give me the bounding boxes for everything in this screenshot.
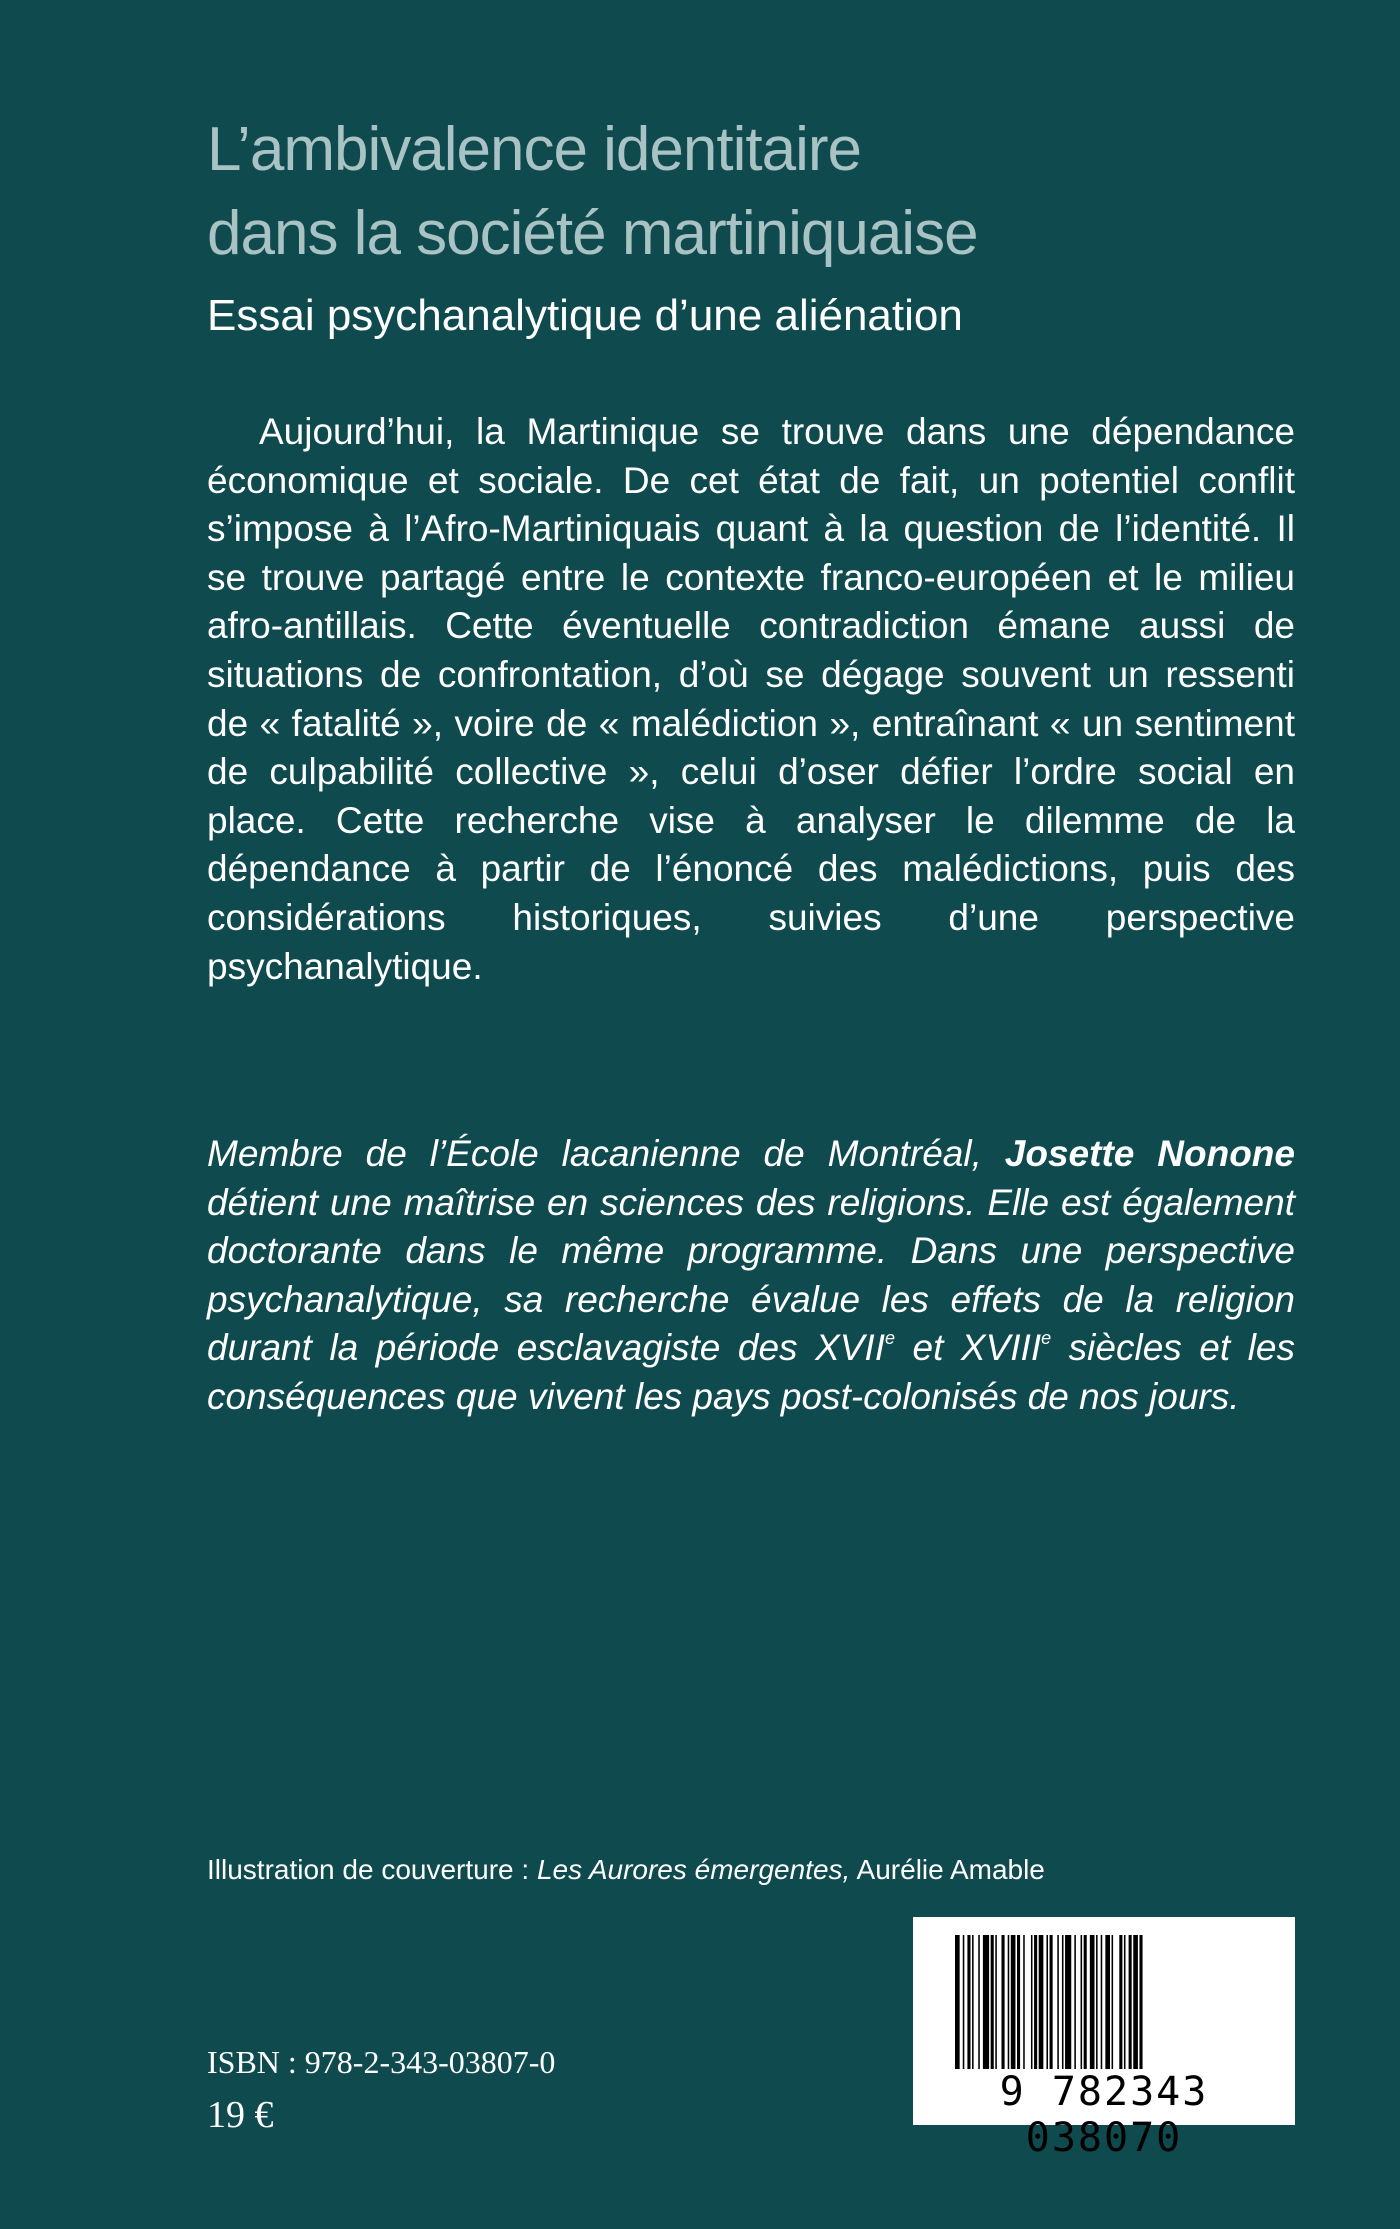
book-title-line-2: dans la société martiniquaise <box>207 199 978 268</box>
book-title <box>207 108 1307 276</box>
book-subtitle: Essai psychanalytique d’une aliénation <box>207 291 963 340</box>
price-label: 19 € <box>207 2094 274 2136</box>
author-bio <box>207 1130 1295 1422</box>
bio-text-2: détient une maîtrise en sciences des religions. Elle est également doctorante dans le même programme. Dans une perspective psychanalytique, sa recherche évalue les effets de la religion durant la période esclavagiste des XVII <box>207 1181 1295 1369</box>
summary-paragraph: Aujourd’hui, la Martinique se trouve dans une dépendance économique et sociale. De cet état de fait, un potentiel conflit s’impose à l’Afro-Martiniquais quant à la question de l’identité. Il se trouve partagé entre le contexte franco-européen et le milieu afro-antillais. Cette éventuelle contradiction émane aussi de situations de confrontation, d’où se dégage souvent un ressenti de « fatalité », voire de « malédiction », entraînant « un sentiment de culpabilité collective », celui d’oser défier l’ordre social en place. Cette recherche vise à analyser le dilemme de la dépendance à partir de l’énoncé des malédictions, puis des considérations historiques, suivies d’une perspective psychanalytique. <box>207 411 1295 987</box>
credit-prefix: Illustration de couverture : <box>207 1854 537 1885</box>
barcode-bars-icon <box>955 1935 1253 2069</box>
superscript-e-1: e <box>884 1328 895 1349</box>
barcode-digits: 9 782343 038070 <box>999 2069 1209 2161</box>
bio-text-3: et XVIII <box>895 1327 1042 1369</box>
bio-text-4: siècles et les conséquences que vivent les pays post-colonisés de nos jours. <box>207 1327 1295 1417</box>
author-name: Josette Nonone <box>1004 1133 1295 1174</box>
book-title-line-1: L’ambivalence identitaire <box>207 115 861 184</box>
bio-text-1: Membre de l’École lacanienne de Montréal, <box>207 1133 1005 1174</box>
superscript-e-2: e <box>1041 1328 1052 1349</box>
credit-artist: Aurélie Amable <box>850 1854 1045 1885</box>
credit-work-title: Les Aurores émergentes, <box>536 1854 851 1885</box>
isbn-label: ISBN : 978-2-343-03807-0 <box>207 2044 556 2080</box>
barcode <box>913 1917 1295 2161</box>
cover-illustration-credit <box>207 1852 1045 1888</box>
